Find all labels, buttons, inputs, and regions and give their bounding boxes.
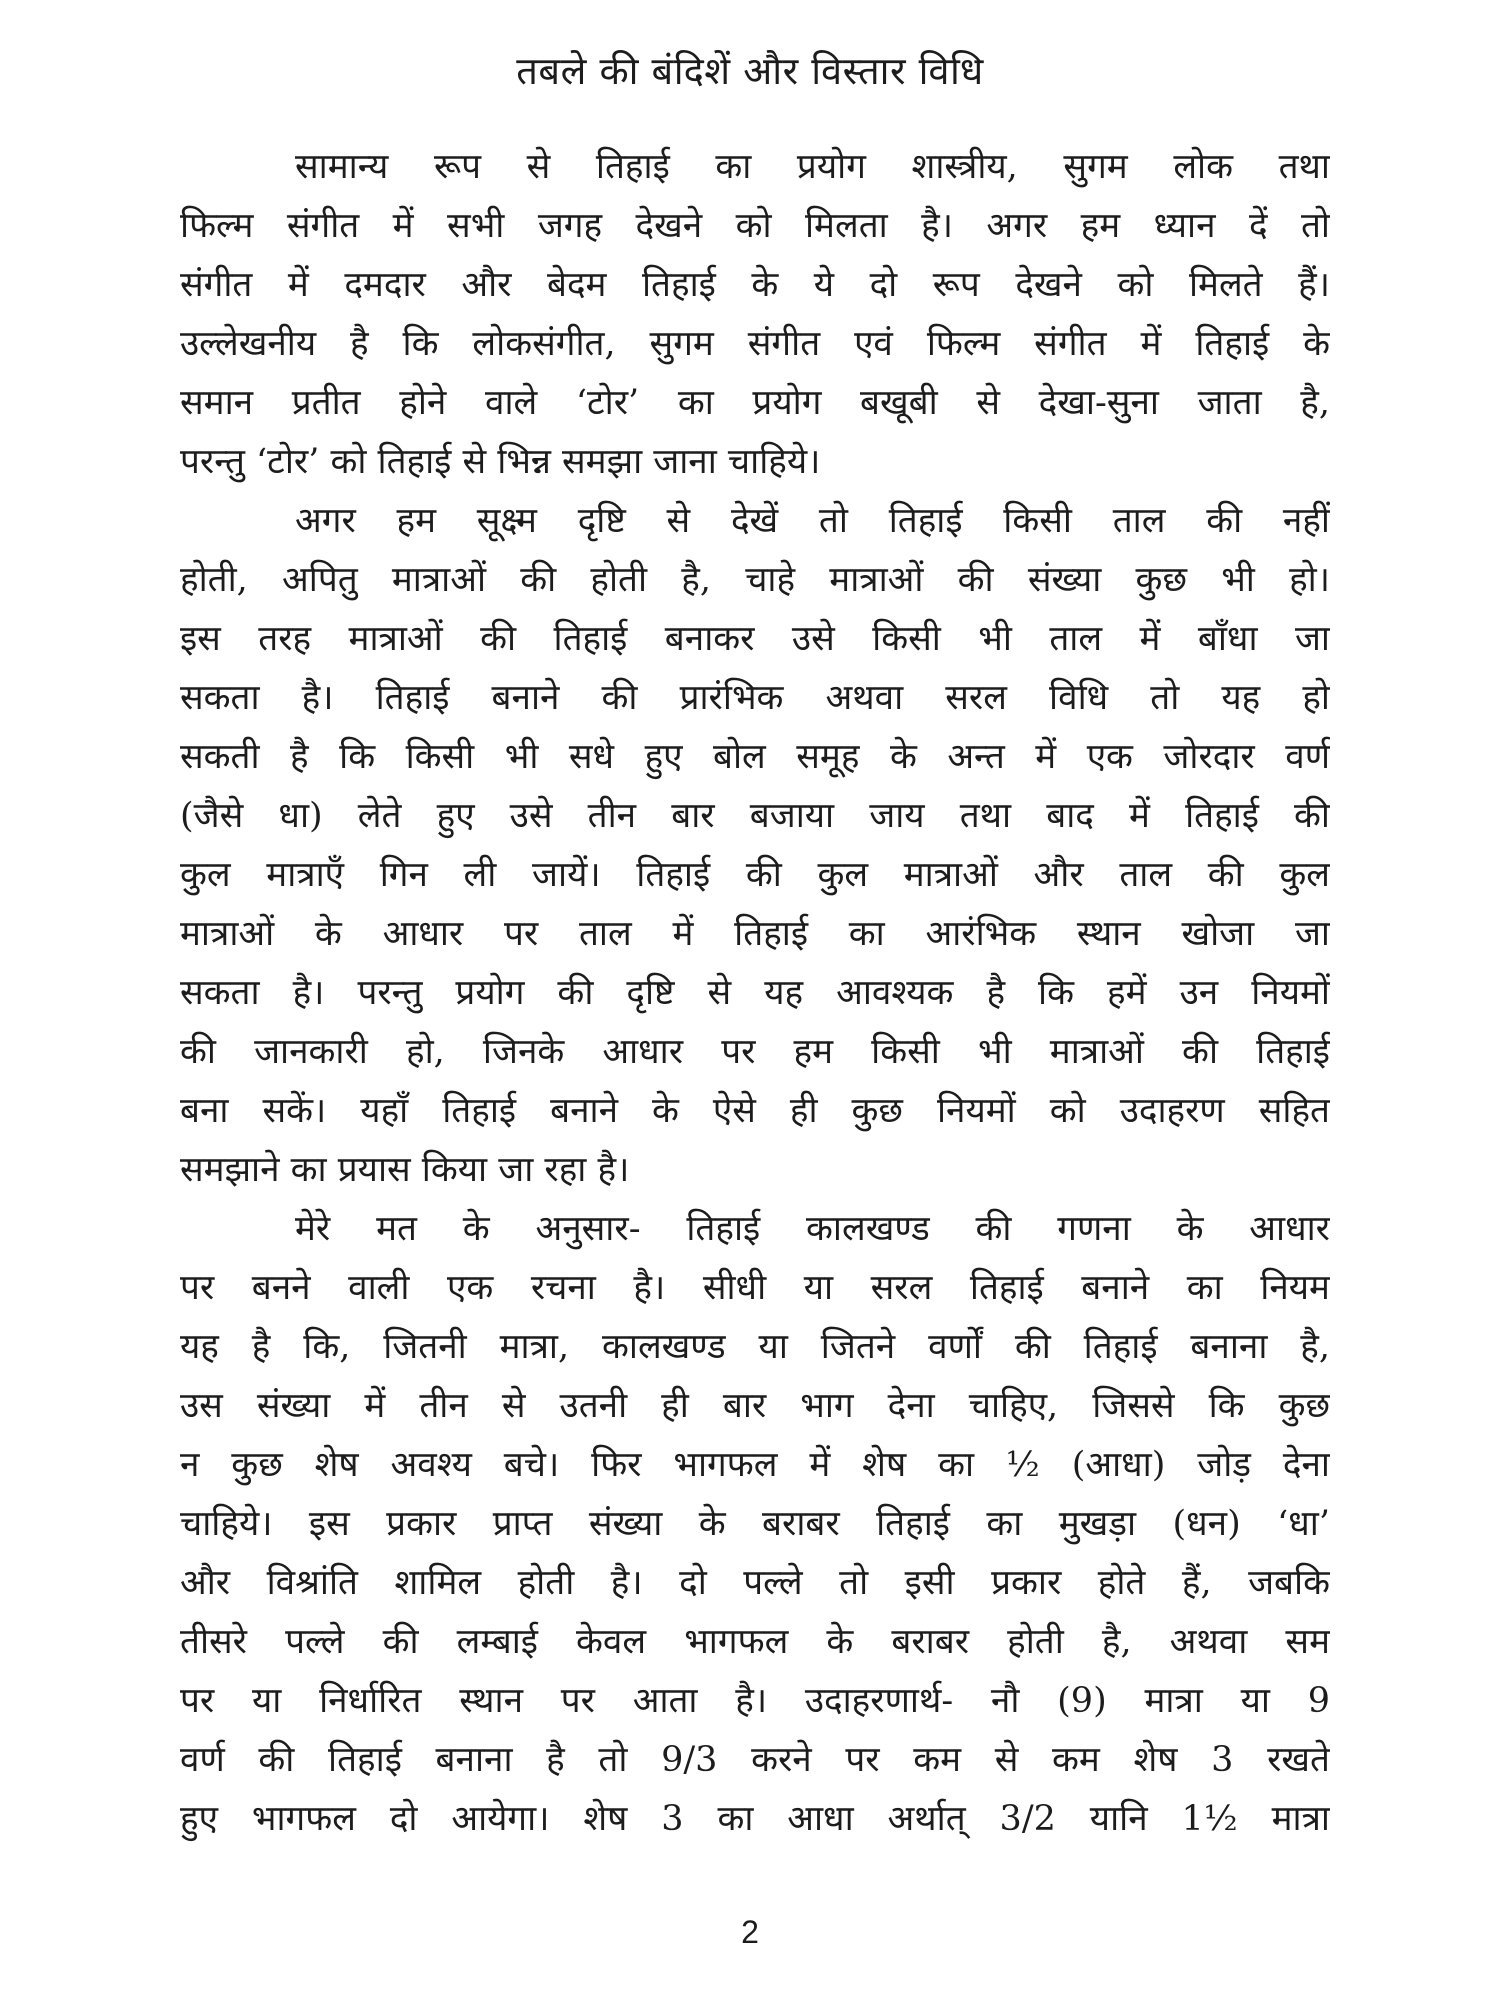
text-line: उल्लेखनीय है कि लोकसंगीत, सुगम संगीत एवं फिल्म संगीत में तिहाई के — [180, 324, 1330, 364]
text-line: मेरे मत के अनुसार- तिहाई कालखण्ड की गणना के आधार — [295, 1209, 1330, 1249]
text-line: सकती है कि किसी भी सधे हुए बोल समूह के अन्त में एक जोरदार वर्ण — [180, 737, 1330, 777]
text-line: न कुछ शेष अवश्य बचे। फिर भागफल में शेष का ½ (आधा) जोड़ देना — [180, 1445, 1330, 1485]
running-header: तबले की बंदिशें और विस्तार विधि — [516, 49, 984, 93]
text-line: परन्तु ‘टोर’ को तिहाई से भिन्न समझा जाना चाहिये। — [180, 442, 821, 482]
text-line: कुल मात्राएँ गिन ली जायें। तिहाई की कुल मात्राओं और ताल की कुल — [180, 855, 1330, 895]
text-line: समान प्रतीत होने वाले ‘टोर’ का प्रयोग बखूबी से देखा-सुना जाता है, — [180, 383, 1330, 423]
text-line: इस तरह मात्राओं की तिहाई बनाकर उसे किसी भी ताल में बाँधा जा — [180, 619, 1330, 659]
text-line: सकता है। परन्तु प्रयोग की दृष्टि से यह आवश्यक है कि हमें उन नियमों — [180, 973, 1330, 1013]
text-line: पर या निर्धारित स्थान पर आता है। उदाहरणार्थ- नौ (9) मात्रा या 9 — [180, 1681, 1330, 1721]
text-line: अगर हम सूक्ष्म दृष्टि से देखें तो तिहाई किसी ताल की नहीं — [295, 501, 1330, 541]
text-line: की जानकारी हो, जिनके आधार पर हम किसी भी मात्राओं की तिहाई — [180, 1032, 1330, 1072]
text-line: होती, अपितु मात्राओं की होती है, चाहे मात्राओं की संख्या कुछ भी हो। — [180, 560, 1330, 600]
page-number: 2 — [741, 1914, 759, 1950]
text-line: संगीत में दमदार और बेदम तिहाई के ये दो रूप देखने को मिलते हैं। — [180, 265, 1330, 305]
text-line: सामान्य रूप से तिहाई का प्रयोग शास्त्रीय, सुगम लोक तथा — [295, 147, 1330, 187]
text-line: बना सकें। यहाँ तिहाई बनाने के ऐसे ही कुछ नियमों को उदाहरण सहित — [180, 1091, 1330, 1131]
text-line: और विश्रांति शामिल होती है। दो पल्ले तो इसी प्रकार होते हैं, जबकि — [180, 1563, 1330, 1603]
text-line: उस संख्या में तीन से उतनी ही बार भाग देना चाहिए, जिससे कि कुछ — [180, 1386, 1330, 1426]
text-line: फिल्म संगीत में सभी जगह देखने को मिलता है। अगर हम ध्यान दें तो — [180, 206, 1330, 246]
text-line: सकता है। तिहाई बनाने की प्रारंभिक अथवा सरल विधि तो यह हो — [180, 678, 1330, 718]
text-line: चाहिये। इस प्रकार प्राप्त संख्या के बराबर तिहाई का मुखड़ा (धन) ‘धा’ — [180, 1504, 1330, 1544]
text-line: हुए भागफल दो आयेगा। शेष 3 का आधा अर्थात् 3/2 यानि 1½ मात्रा — [180, 1799, 1330, 1839]
text-line: तीसरे पल्ले की लम्बाई केवल भागफल के बराबर होती है, अथवा सम — [180, 1622, 1330, 1662]
text-line: (जैसे धा) लेते हुए उसे तीन बार बजाया जाय तथा बाद में तिहाई की — [180, 796, 1330, 836]
text-line: समझाने का प्रयास किया जा रहा है। — [180, 1150, 630, 1190]
text-line: वर्ण की तिहाई बनाना है तो 9/3 करने पर कम से कम शेष 3 रखते — [180, 1740, 1330, 1780]
body-text — [180, 138, 1330, 1849]
text-line: यह है कि, जितनी मात्रा, कालखण्ड या जितने वर्णों की तिहाई बनाना है, — [180, 1327, 1330, 1367]
text-line: मात्राओं के आधार पर ताल में तिहाई का आरंभिक स्थान खोजा जा — [180, 914, 1330, 954]
text-line: पर बनने वाली एक रचना है। सीधी या सरल तिहाई बनाने का नियम — [180, 1268, 1330, 1308]
